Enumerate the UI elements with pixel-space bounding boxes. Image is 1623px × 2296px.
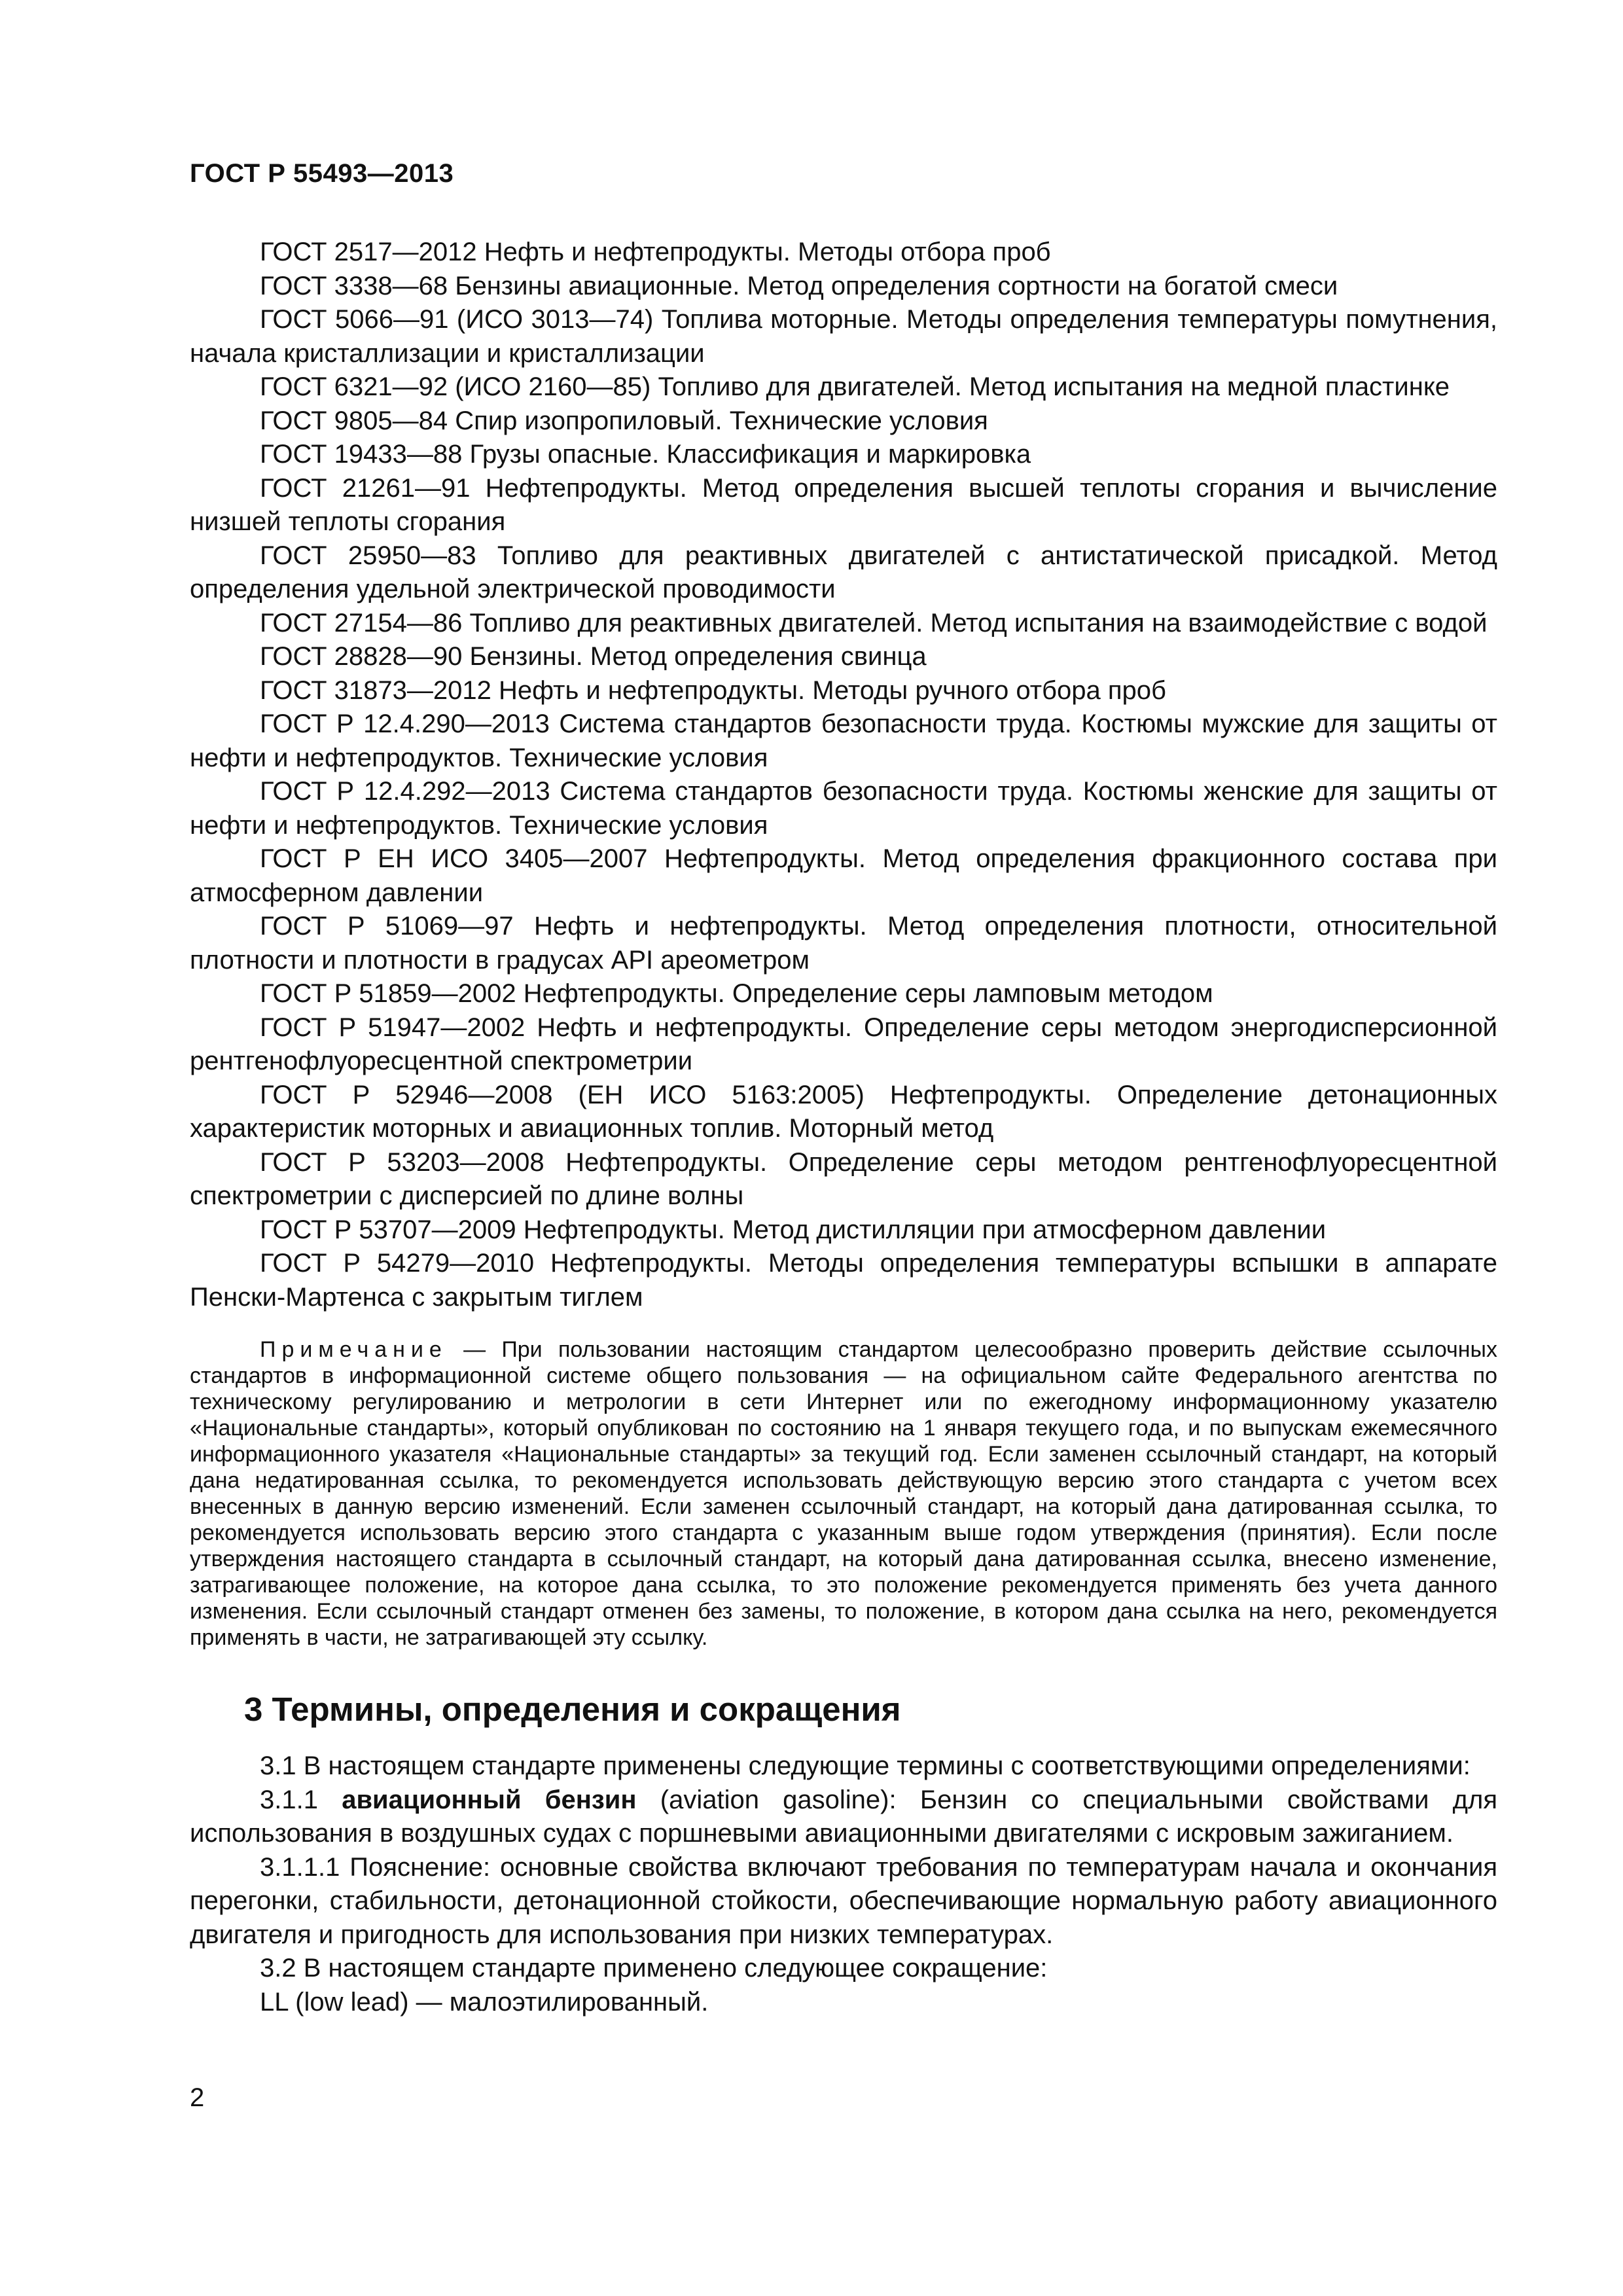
- reference-item: ГОСТ 31873—2012 Нефть и нефтепродукты. Методы ручного отбора проб: [260, 675, 1166, 705]
- reference-item: ГОСТ Р 52946—2008 (ЕН ИСО 5163:2005) Нефтепродукты. Определение детонационных характеристик моторных и авиационных топлив. Моторный метод: [190, 1080, 1497, 1143]
- reference-item: ГОСТ 27154—86 Топливо для реактивных двигателей. Метод испытания на взаимодействие с водой: [260, 608, 1488, 637]
- reference-item: ГОСТ 6321—92 (ИСО 2160—85) Топливо для двигателей. Метод испытания на медной пластинке: [260, 372, 1450, 401]
- note-block: [190, 1336, 1497, 1651]
- abbreviation-ll: LL (low lead) — малоэтилированный.: [260, 1987, 709, 2017]
- reference-item: ГОСТ 9805—84 Спир изопропиловый. Технические условия: [260, 406, 988, 435]
- page-number: 2: [190, 2083, 205, 2112]
- reference-item: ГОСТ 25950—83 Топливо для реактивных двигателей с антистатической присадкой. Метод определения удельной электрической проводимости: [190, 541, 1497, 603]
- section-3-title: 3 Термины, определения и сокращения: [244, 1691, 901, 1728]
- reference-item: ГОСТ 19433—88 Грузы опасные. Классификация и маркировка: [260, 440, 1031, 469]
- reference-item: ГОСТ Р 51859—2002 Нефтепродукты. Определение серы ламповым методом: [260, 979, 1213, 1008]
- reference-item: ГОСТ 21261—91 Нефтепродукты. Метод определения высшей теплоты сгорания и вычисление низшей теплоты сгорания: [190, 473, 1497, 536]
- term-name: авиационный бензин: [342, 1785, 637, 1814]
- clause-3-1-1: [190, 1784, 1497, 1851]
- reference-item: ГОСТ 2517—2012 Нефть и нефтепродукты. Методы отбора проб: [260, 238, 1051, 266]
- reference-item: ГОСТ Р 12.4.292—2013 Система стандартов безопасности труда. Костюмы женские для защиты от нефти и нефтепродуктов. Технические условия: [190, 777, 1497, 840]
- reference-item: ГОСТ 28828—90 Бензины. Метод определения свинца: [260, 642, 927, 671]
- reference-item: ГОСТ Р 51947—2002 Нефть и нефтепродукты. Определение серы методом энергодисперсионной рентгенофлуоресцентной спектрометрии: [190, 1013, 1497, 1075]
- note-text: — При пользовании настоящим стандартом целесообразно проверить действие ссылочных стандартов в информационной системе общего пользования — на официальном сайте Федерального агентства по техническому регулированию и метрологии в сети Интернет или по ежегодному информационному указателю «Национальные стандарты», который опубликован по состоянию на 1 января текущего года, и по выпускам ежемесячного информационного указателя «Национальные стандарты» за текущий год. Если заменен ссылочный стандарт, на который дана недатированная ссылка, то рекомендуется использовать действующую версию этого стандарта с учетом всех внесенных в данную версию изменений. Если заменен ссылочный стандарт, на который дана датированная ссылка, то рекомендуется использовать версию этого стандарта с указанным выше годом утверждения (принятия). Если после утверждения настоящего стандарта в ссылочный стандарт, на который дана датированная ссылка, внесено изменение, затрагивающее положение, на которое дана ссылка, то это положение рекомендуется применять без учета данного изменения. Если ссылочный стандарт отменен без замены, то положение, в котором дана ссылка на него, рекомендуется применять в части, не затрагивающей эту ссылку.: [190, 1337, 1497, 1650]
- normative-references-list: [190, 236, 1497, 1314]
- reference-item: ГОСТ Р 54279—2010 Нефтепродукты. Методы определения температуры вспышки в аппарате Пенски-Мартенса с закрытым тиглем: [190, 1249, 1497, 1312]
- reference-item: ГОСТ Р ЕН ИСО 3405—2007 Нефтепродукты. Метод определения фракционного состава при атмосферном давлении: [190, 844, 1497, 907]
- reference-item: ГОСТ Р 53203—2008 Нефтепродукты. Определение серы методом рентгенофлуоресцентной спектрометрии с дисперсией по длине волны: [190, 1147, 1497, 1210]
- clause-3-2: 3.2 В настоящем стандарте применено следующее сокращение:: [260, 1954, 1048, 1982]
- clause-3-1: 3.1 В настоящем стандарте применены следующие термины с соответствующими определениями:: [260, 1751, 1471, 1780]
- reference-item: ГОСТ 3338—68 Бензины авиационные. Метод определения сортности на богатой смеси: [260, 271, 1338, 300]
- page-content: [190, 236, 1497, 2019]
- term-definition: (aviation gasoline): Бензин со специальными свойствами для использования в воздушных судах с поршневыми авиационными двигателями с искровым зажиганием.: [190, 1785, 1498, 1848]
- clause-3-1-1-1: 3.1.1.1 Пояснение: основные свойства включают требования по температурам начала и окончания перегонки, стабильности, детонационной стойкости, обеспечивающие нормальную работу авиационного двигателя и пригодность для использования при низких температурах.: [190, 1852, 1497, 1949]
- terms-section: [190, 1749, 1497, 2019]
- clause-number: 3.1.1: [260, 1785, 342, 1814]
- note-label: Примечание: [260, 1337, 448, 1362]
- reference-item: ГОСТ 5066—91 (ИСО 3013—74) Топлива моторные. Методы определения температуры помутнения, начала кристаллизации и кристаллизации: [190, 305, 1497, 368]
- reference-item: ГОСТ Р 51069—97 Нефть и нефтепродукты. Метод определения плотности, относительной плотности и плотности в градусах API ареометром: [190, 912, 1497, 975]
- document-code-header: ГОСТ Р 55493—2013: [190, 159, 454, 188]
- reference-item: ГОСТ Р 53707—2009 Нефтепродукты. Метод дистилляции при атмосферном давлении: [260, 1215, 1327, 1244]
- reference-item: ГОСТ Р 12.4.290—2013 Система стандартов безопасности труда. Костюмы мужские для защиты от нефти и нефтепродуктов. Технические условия: [190, 709, 1497, 772]
